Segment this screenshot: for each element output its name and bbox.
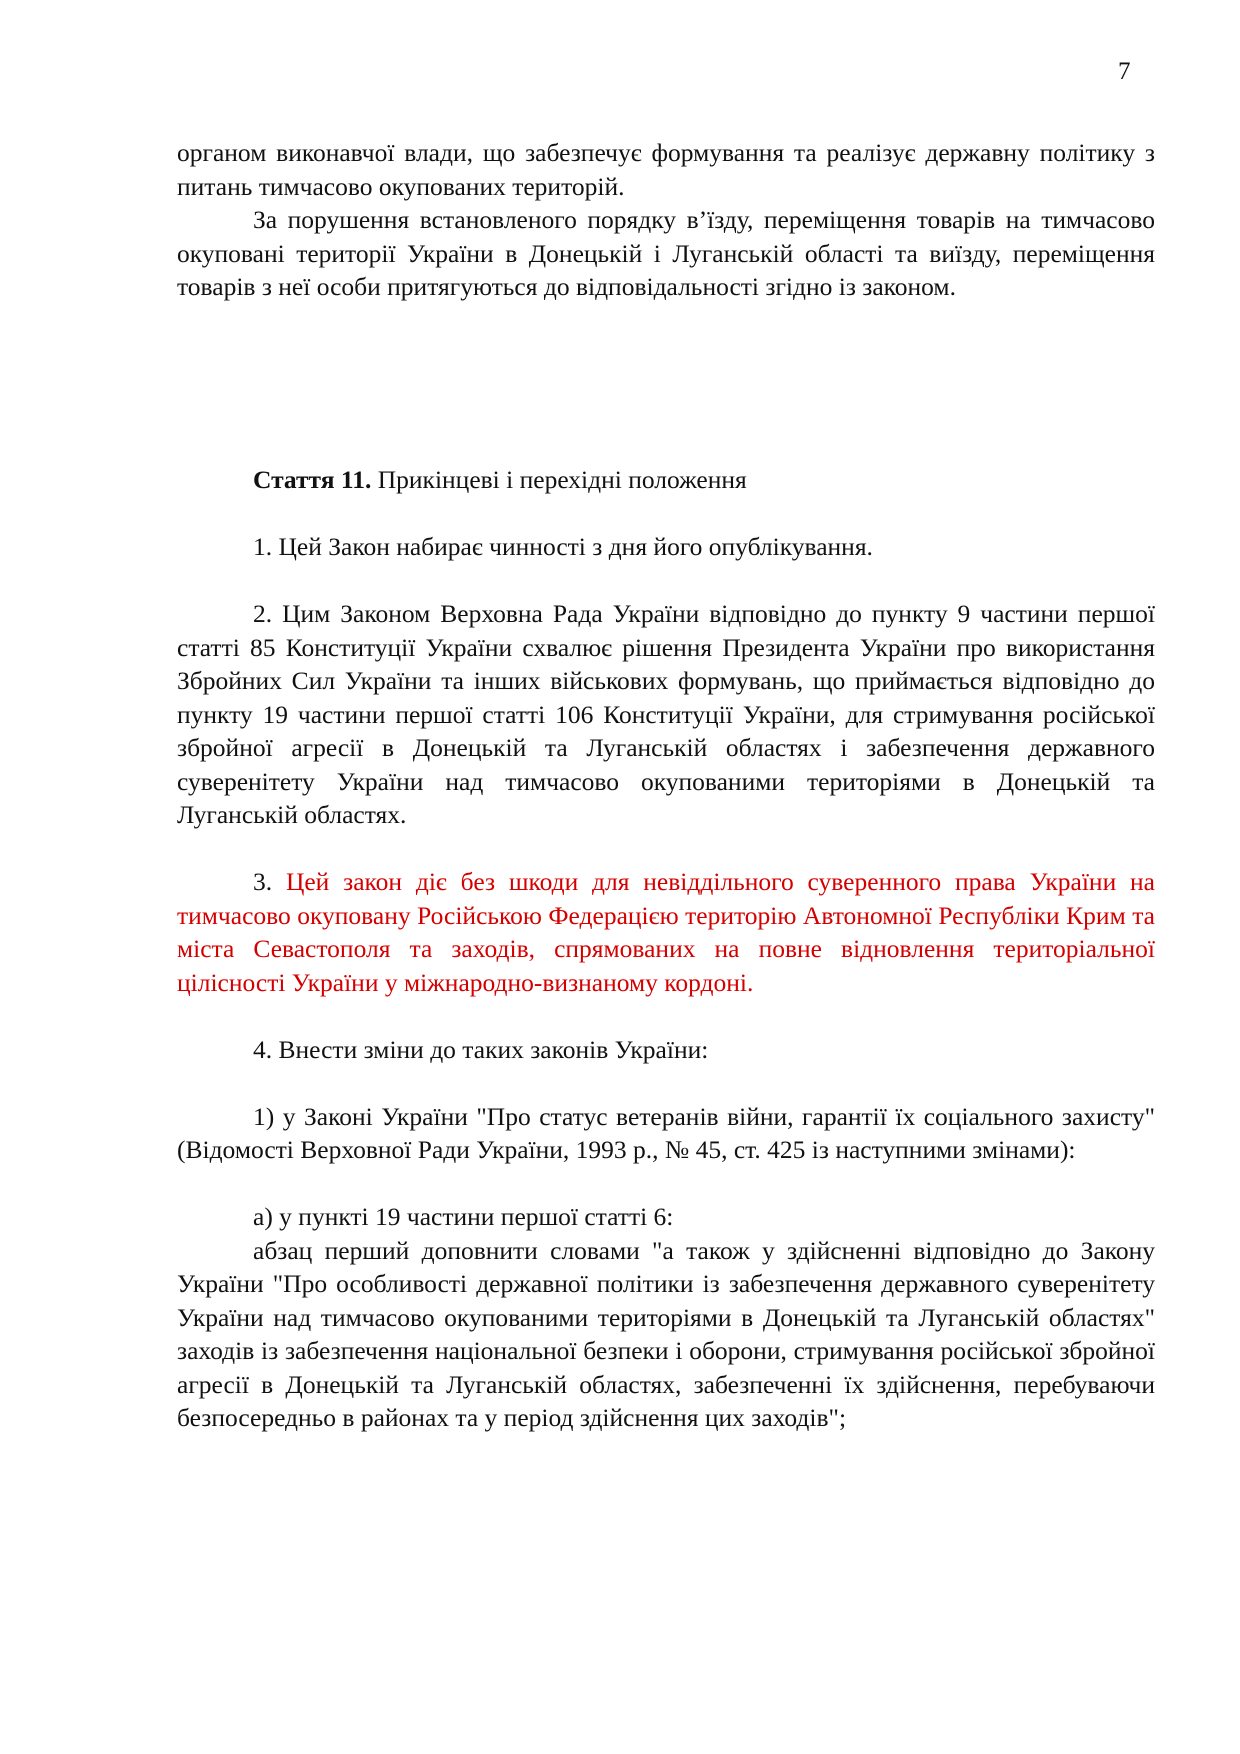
subitem-a-text: абзац перший доповнити словами "а також у здійсненні відповідно до Закону України "Про особливості державної політики із забезпечення державного суверенітету України над тимчасово окупованими територіями в Донецькій та Луганській областях" заходів із забезпечення національної безпеки і оборони, стримування російської збройної агресії в Донецькій та Луганській областях, забезпеченні їх здійснення, перебуваючи безпосередньо в районах та у період здійснення цих заходів";: [177, 1235, 1155, 1432]
article-heading: [177, 463, 1155, 497]
subitem-1: 1) у Законі України "Про статус ветеранів війни, гарантії їх соціального захисту" (Відомості Верховної Ради України, 1993 р., № 45, ст. 425 із наступними змінами):: [177, 1101, 1155, 1164]
item-2: 2. Цим Законом Верховна Рада України відповідно до пункту 9 частини першої статті 85 Конституції України схвалює рішення Президента України про використання Збройних Сил України та інших військових формувань, що приймається відповідно до пункту 19 частини першої статті 106 Конституції України, для стримування російської збройної агресії в Донецькій та Луганській областях і забезпечення державного суверенітету України над тимчасово окупованими територіями в Донецькій та Луганській областях.: [177, 599, 1155, 829]
article-number: Стаття 11.: [253, 465, 372, 494]
page-number: 7: [1118, 58, 1131, 85]
paragraph-continuation: органом виконавчої влади, що забезпечує формування та реалізує державну політику з питань тимчасово окупованих територій.: [177, 138, 1155, 201]
item-1: 1. Цей Закон набирає чинності з дня його опублікування.: [253, 532, 873, 561]
item-4: 4. Внести зміни до таких законів України:: [253, 1034, 709, 1064]
item-3: [177, 865, 1155, 999]
subitem-a: а) у пункті 19 частини першої статті 6:: [253, 1202, 674, 1231]
item-3-number: 3.: [253, 867, 286, 896]
article-11: [177, 463, 1155, 1435]
paragraph-entry-violation: За порушення встановленого порядку в’їзду, переміщення товарів на тимчасово окуповані території України в Донецькій і Луганській області та виїзду, переміщення товарів з неї особи притягуються до відповідальності згідно із законом.: [177, 205, 1155, 301]
item-3-highlighted-text: Цей закон діє без шкоди для невіддільного суверенного права України на тимчасово окуповану Російською Федерацією територію Автономної Республіки Крим та міста Севастополя та заходів, спрямованих на повне відновлення територіальної цілісності України у міжнародно-визнаному кордоні.: [177, 867, 1155, 997]
top-block: [177, 136, 1155, 304]
article-title: Прикінцеві і перехідні положення: [371, 465, 747, 494]
